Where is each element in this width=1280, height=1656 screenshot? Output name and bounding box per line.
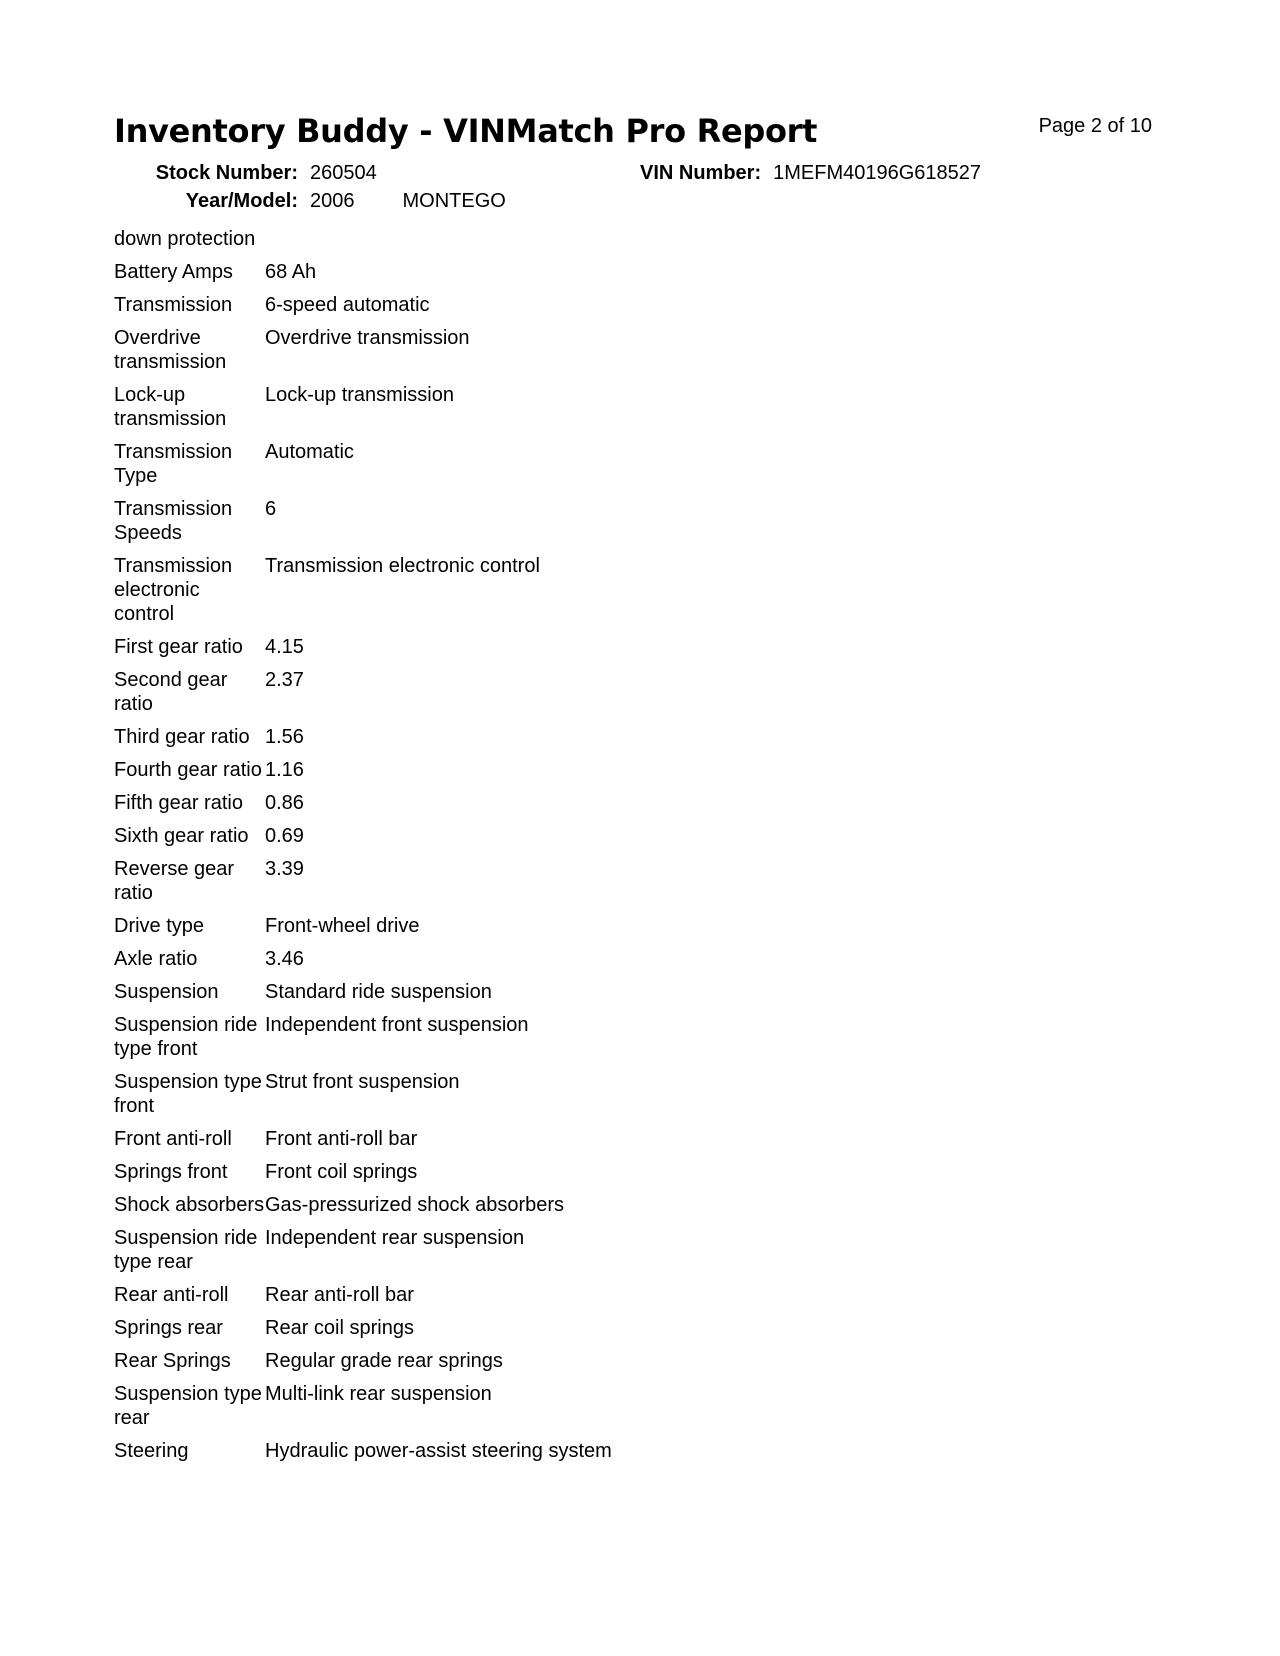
spec-row: [114, 635, 814, 668]
spec-row: [114, 857, 814, 914]
spec-value: Automatic: [265, 441, 354, 463]
spec-label: Springs rear: [114, 1317, 223, 1339]
spec-row: [114, 1226, 814, 1283]
year-value: 2006: [310, 190, 355, 212]
spec-label: Third gear ratio: [114, 726, 250, 748]
spec-value: Lock-up transmission: [265, 384, 454, 406]
spec-label: Transmission Speeds: [114, 498, 233, 544]
spec-label: Overdrive transmission: [114, 327, 227, 373]
spec-row: [114, 1070, 814, 1127]
spec-label: Rear Springs: [114, 1350, 231, 1372]
spec-label: Reverse gear ratio: [114, 858, 235, 904]
spec-row: [114, 914, 814, 947]
spec-value: Front-wheel drive: [265, 915, 420, 937]
spec-label: Shock absorbers: [114, 1194, 265, 1216]
spec-value: 0.86: [265, 792, 304, 814]
spec-value: Independent rear suspension: [265, 1227, 525, 1249]
spec-value: Standard ride suspension: [265, 981, 492, 1003]
spec-label: Suspension ride type front: [114, 1014, 258, 1060]
spec-value: 6: [265, 498, 277, 520]
spec-label: Suspension type rear: [114, 1383, 262, 1429]
spec-label: Lock-up transmission: [114, 384, 227, 430]
spec-row: [114, 497, 814, 554]
spec-value: 1.56: [265, 726, 304, 748]
spec-label: Fourth gear ratio: [114, 759, 262, 781]
spec-value: Front anti-roll bar: [265, 1128, 418, 1150]
report-title: Inventory Buddy - VINMatch Pro Report: [114, 112, 818, 150]
spec-row: [114, 227, 814, 260]
spec-value: Rear anti-roll bar: [265, 1284, 414, 1306]
spec-value: 2.37: [265, 669, 304, 691]
spec-row: [114, 554, 814, 635]
spec-row: [114, 440, 814, 497]
spec-row: [114, 1439, 814, 1472]
page-number: Page 2 of 10: [1038, 115, 1152, 137]
spec-label: Springs front: [114, 1161, 228, 1183]
spec-value: 3.46: [265, 948, 304, 970]
spec-label: Steering: [114, 1440, 189, 1462]
vin-number-value: 1MEFM40196G618527: [773, 162, 982, 184]
spec-value: Multi-link rear suspension: [265, 1383, 492, 1405]
spec-row: [114, 260, 814, 293]
spec-label: Rear anti-roll: [114, 1284, 229, 1306]
year-model-row: [150, 189, 506, 213]
spec-label: Sixth gear ratio: [114, 825, 249, 847]
spec-row: [114, 293, 814, 326]
spec-value: Independent front suspension: [265, 1014, 529, 1036]
spec-row: [114, 791, 814, 824]
stock-number-row: [150, 161, 377, 185]
spec-row: [114, 1013, 814, 1070]
spec-value: 1.16: [265, 759, 304, 781]
spec-label: Second gear ratio: [114, 669, 228, 715]
spec-row: [114, 1283, 814, 1316]
spec-label: Transmission Type: [114, 441, 233, 487]
spec-label: Suspension ride type rear: [114, 1227, 258, 1273]
spec-row: [114, 1349, 814, 1382]
spec-row: [114, 1382, 814, 1439]
spec-value: 68 Ah: [265, 261, 317, 283]
stock-number-value: 260504: [310, 162, 377, 184]
spec-value: 3.39: [265, 858, 304, 880]
spec-label: First gear ratio: [114, 636, 243, 658]
spec-value: Front coil springs: [265, 1161, 418, 1183]
spec-label: Battery Amps: [114, 261, 233, 283]
spec-value: Regular grade rear springs: [265, 1350, 503, 1372]
spec-row: [114, 947, 814, 980]
spec-value: 6-speed automatic: [265, 294, 430, 316]
spec-value: 4.15: [265, 636, 304, 658]
spec-row: [114, 668, 814, 725]
spec-label: Front anti-roll: [114, 1128, 232, 1150]
vin-number-label: VIN Number:: [640, 162, 762, 184]
spec-label: Drive type: [114, 915, 205, 937]
spec-label: Fifth gear ratio: [114, 792, 243, 814]
spec-row: [114, 725, 814, 758]
spec-label: Transmission electronic control: [114, 555, 233, 625]
spec-label: Axle ratio: [114, 948, 198, 970]
year-model-label: Year/Model:: [185, 190, 298, 212]
spec-label: Suspension: [114, 981, 219, 1003]
spec-row: [114, 1160, 814, 1193]
spec-row: [114, 824, 814, 857]
spec-value: Strut front suspension: [265, 1071, 460, 1093]
spec-value: [265, 227, 814, 260]
spec-value: Overdrive transmission: [265, 327, 470, 349]
model-value: MONTEGO: [402, 190, 506, 212]
spec-value: Transmission electronic control: [265, 555, 540, 577]
spec-row: [114, 1193, 814, 1226]
spec-value: 0.69: [265, 825, 304, 847]
spec-value: Gas-pressurized shock absorbers: [265, 1194, 565, 1216]
spec-value: Hydraulic power-assist steering system: [265, 1440, 612, 1462]
spec-row: [114, 980, 814, 1013]
spec-row: [114, 326, 814, 383]
spec-table: [114, 227, 814, 1472]
spec-row: [114, 1127, 814, 1160]
spec-label: down protection: [114, 228, 256, 250]
spec-row: [114, 383, 814, 440]
spec-label: Suspension type front: [114, 1071, 262, 1117]
spec-label: Transmission: [114, 294, 233, 316]
spec-value: Rear coil springs: [265, 1317, 414, 1339]
stock-number-label: Stock Number:: [155, 162, 298, 184]
vin-number-row: [640, 161, 981, 185]
spec-row: [114, 1316, 814, 1349]
spec-row: [114, 758, 814, 791]
spec-table-body: [114, 227, 814, 1472]
